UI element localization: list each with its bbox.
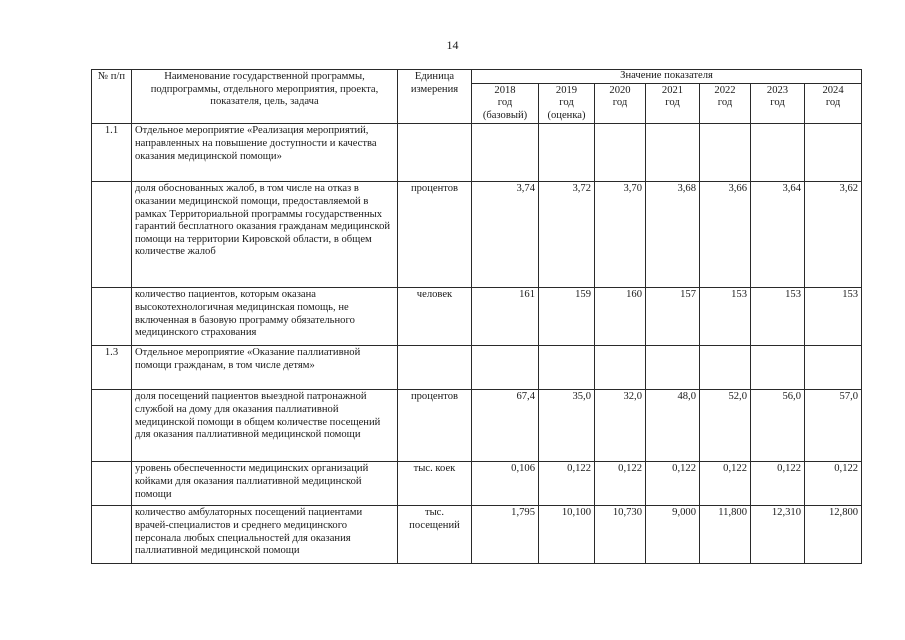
row-value-2024: [805, 346, 862, 390]
row-value-2020: 3,70: [595, 182, 646, 288]
row-unit: [398, 124, 472, 182]
table-body: [92, 124, 862, 564]
row-value-2018: [472, 124, 539, 182]
row-value-2019: 3,72: [539, 182, 595, 288]
header-year-note: (базовый): [482, 109, 528, 121]
row-name: Отдельное мероприятие «Оказание паллиативной помощи гражданам, в том числе детям»: [132, 346, 398, 390]
header-year-2021: [646, 83, 700, 124]
row-value-2023: [751, 124, 805, 182]
row-value-2024: 57,0: [805, 390, 862, 462]
row-number: [92, 462, 132, 506]
row-value-2020: 32,0: [595, 390, 646, 462]
header-year-word: год: [612, 97, 628, 109]
header-year-year: 2021: [661, 84, 684, 96]
row-value-2020: 0,122: [595, 462, 646, 506]
row-value-2023: [751, 346, 805, 390]
header-year-year: 2022: [714, 84, 736, 96]
row-name: Отдельное мероприятие «Реализация мероприятий, направленных на повышение доступности и качества оказания медицинской помощи»: [132, 124, 398, 182]
row-value-2019: 0,122: [539, 462, 595, 506]
header-year-year: 2018: [494, 84, 516, 96]
row-number: 1.3: [92, 346, 132, 390]
row-value-2024: 153: [805, 288, 862, 346]
row-value-2022: 0,122: [700, 462, 751, 506]
row-value-2021: 157: [646, 288, 700, 346]
row-value-2024: 3,62: [805, 182, 862, 288]
row-name: количество пациентов, которым оказана высокотехнологичная медицинская помощь, не включенная в базовую программу обязательного медицинского страхования: [132, 288, 398, 346]
row-value-2019: 10,100: [539, 506, 595, 564]
table-row: [92, 124, 862, 182]
page-number: 14: [446, 38, 459, 52]
row-number: [92, 288, 132, 346]
row-value-2023: 56,0: [751, 390, 805, 462]
row-value-2019: [539, 346, 595, 390]
row-value-2022: 153: [700, 288, 751, 346]
row-value-2022: [700, 346, 751, 390]
row-value-2018: 0,106: [472, 462, 539, 506]
row-value-2018: 161: [472, 288, 539, 346]
header-year-word: год: [770, 97, 785, 109]
header-year-word: год: [825, 97, 841, 109]
row-value-2022: 11,800: [700, 506, 751, 564]
header-year-2023: [751, 83, 805, 124]
row-number: [92, 182, 132, 288]
table-row: [92, 182, 862, 288]
header-year-word: год: [497, 97, 513, 109]
row-value-2020: [595, 346, 646, 390]
table-row: [92, 346, 862, 390]
header-year-word: год: [559, 97, 574, 109]
row-value-2019: 35,0: [539, 390, 595, 462]
row-value-2020: [595, 124, 646, 182]
row-value-2023: 12,310: [751, 506, 805, 564]
header-unit: Единица измерения: [398, 70, 472, 124]
header-year-year: 2024: [822, 84, 844, 96]
header-year-year: 2020: [609, 84, 631, 96]
row-name: доля посещений пациентов выездной патронажной службой на дому для оказания паллиативной медицинской помощи в общем количестве посещений для оказания паллиативной медицинской помощи: [132, 390, 398, 462]
header-year-note: (оценка): [547, 109, 586, 121]
row-name: уровень обеспеченности медицинских организаций койками для оказания паллиативной медицинской помощи: [132, 462, 398, 506]
row-value-2018: 67,4: [472, 390, 539, 462]
row-value-2022: [700, 124, 751, 182]
row-value-2022: 52,0: [700, 390, 751, 462]
row-unit: процентов: [398, 390, 472, 462]
row-name: доля обоснованных жалоб, в том числе на отказ в оказании медицинской помощи, предоставляемой в рамках Территориальной программы государственных гарантий бесплатного оказания гражданам медицинской помощи на территории Кировской области, в общем количестве жалоб: [132, 182, 398, 288]
row-value-2024: [805, 124, 862, 182]
row-value-2023: 3,64: [751, 182, 805, 288]
row-unit: процентов: [398, 182, 472, 288]
header-year-2020: [595, 83, 646, 124]
header-num: № п/п: [92, 70, 132, 124]
row-value-2023: 0,122: [751, 462, 805, 506]
row-value-2021: 48,0: [646, 390, 700, 462]
row-value-2019: 159: [539, 288, 595, 346]
row-name: количество амбулаторных посещений пациентами врачей-специалистов и среднего медицинского персонала любых специальностей для оказания паллиативной медицинской помощи: [132, 506, 398, 564]
table-row: [92, 390, 862, 462]
row-value-2021: 0,122: [646, 462, 700, 506]
row-value-2020: 160: [595, 288, 646, 346]
row-unit: человек: [398, 288, 472, 346]
row-value-2019: [539, 124, 595, 182]
row-value-2022: 3,66: [700, 182, 751, 288]
table-row: [92, 462, 862, 506]
row-number: [92, 390, 132, 462]
header-year-2018: [472, 83, 539, 124]
header-year-year: 2023: [766, 84, 789, 96]
header-year-word: год: [717, 97, 733, 109]
row-number: [92, 506, 132, 564]
row-value-2018: 3,74: [472, 182, 539, 288]
header-year-2019: [539, 83, 595, 124]
row-value-2021: 3,68: [646, 182, 700, 288]
indicators-table: [91, 69, 862, 564]
row-value-2018: [472, 346, 539, 390]
row-unit: [398, 346, 472, 390]
header-values: Значение показателя: [472, 70, 862, 84]
header-year-year: 2019: [555, 84, 578, 96]
header-year-2024: [805, 83, 862, 124]
row-value-2018: 1,795: [472, 506, 539, 564]
row-number: 1.1: [92, 124, 132, 182]
row-unit: тыс. посещений: [398, 506, 472, 564]
header-year-2022: [700, 83, 751, 124]
header-name: Наименование государственной программы, подпрограммы, отдельного мероприятия, проекта, показателя, цель, задача: [132, 70, 398, 124]
table-row: [92, 506, 862, 564]
row-value-2024: 12,800: [805, 506, 862, 564]
table-row: [92, 288, 862, 346]
row-unit: тыс. коек: [398, 462, 472, 506]
row-value-2021: 9,000: [646, 506, 700, 564]
header-year-word: год: [665, 97, 680, 109]
row-value-2021: [646, 346, 700, 390]
row-value-2021: [646, 124, 700, 182]
row-value-2023: 153: [751, 288, 805, 346]
row-value-2020: 10,730: [595, 506, 646, 564]
row-value-2024: 0,122: [805, 462, 862, 506]
